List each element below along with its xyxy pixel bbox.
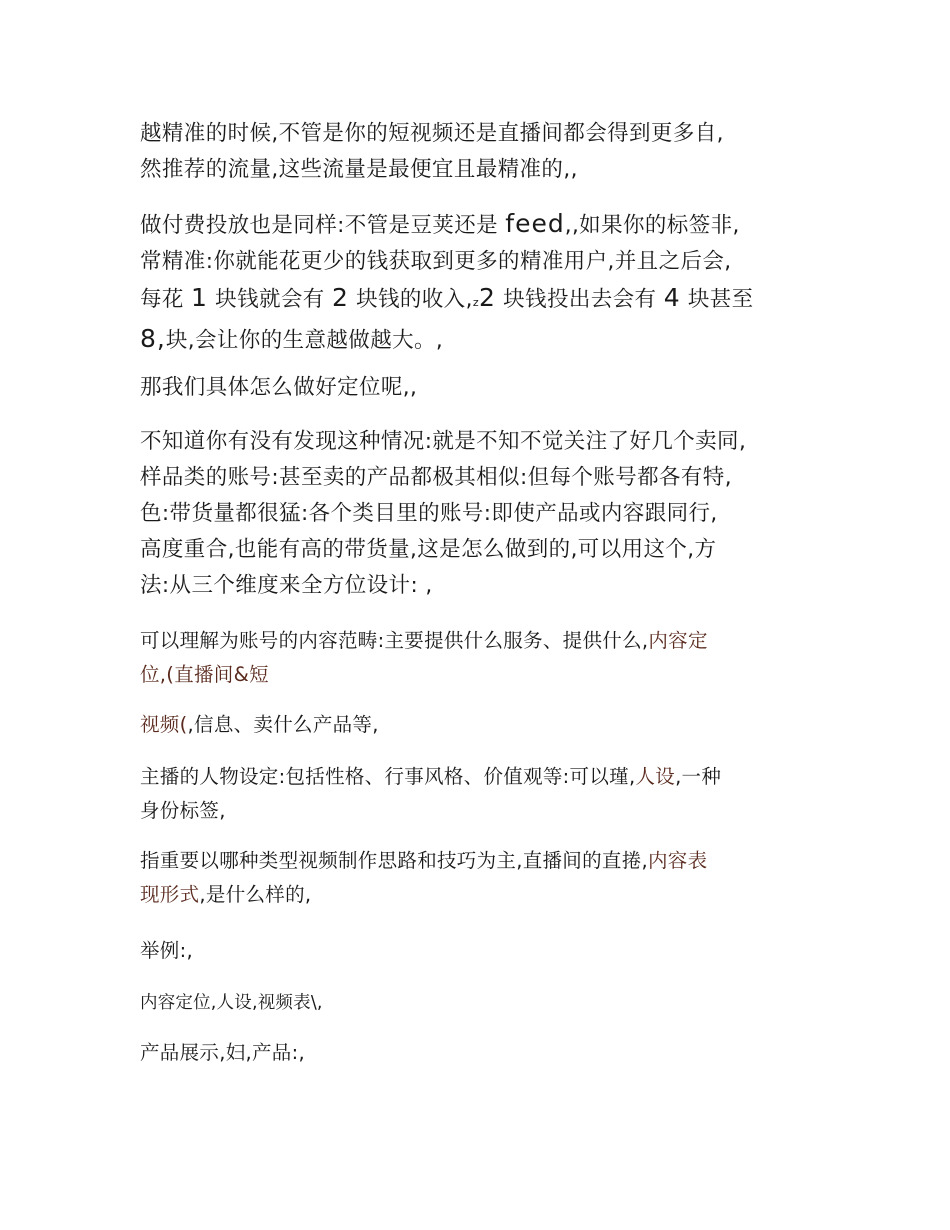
paragraph-question [140, 370, 830, 406]
text-run: 做付费投放也是同样:不管是豆荚还是 [140, 213, 506, 238]
text-run: 主播的人物设定:包括性格、行事风格、价值观等:可以瑾, [140, 765, 636, 788]
text-line: 举例:, [140, 939, 193, 962]
text-run: ,信息、卖什么产品等, [187, 713, 379, 736]
text-line: 产品展示,妇,产品:, [140, 1041, 305, 1064]
number-run: 1 [191, 283, 208, 312]
text-line: 然推荐的流量,这些流量是最便宜且最精准的,, [140, 157, 578, 182]
paragraph-paid-promotion [140, 206, 830, 359]
text-run: 块甚至 [680, 287, 754, 312]
number-run: 2 [479, 283, 496, 312]
text-line [140, 321, 830, 359]
text-run: 可以理解为账号的内容范畴:主要提供什么服务、提供什么, [140, 629, 649, 652]
highlight-content-positioning: 内容定 [648, 629, 708, 652]
paragraph-example-list [140, 988, 830, 1018]
paragraph-observation [140, 424, 830, 604]
paragraph-persona [140, 760, 830, 828]
text-line: 样品类的账号:甚至卖的产品都极其相似:但每个账号都各有特, [140, 465, 732, 490]
text-run: 块钱的收入, [348, 287, 473, 312]
text-run: 块钱投出去会有 [495, 287, 664, 312]
text-line [140, 624, 830, 658]
text-line: 那我们具体怎么做好定位呢,, [140, 375, 418, 400]
paragraph-traffic [140, 116, 830, 188]
highlight-presentation: 内容表 [648, 849, 708, 872]
text-run: ,是什么样的, [199, 883, 312, 906]
number-run: 8, [140, 324, 166, 353]
text-line [140, 708, 830, 742]
text-line: 色:带货量都很猛:各个类目里的账号:即使产品或内容跟同行, [140, 501, 718, 526]
text-line: 常精准:你就能花更少的钱获取到更多的精准用户,并且之后会, [140, 249, 732, 274]
text-line: 高度重合,也能有高的带货量,这是怎么做到的,可以用这个,方 [140, 537, 717, 562]
text-line: 不知道你有没有发现这种情况:就是不知不觉关注了好几个卖同, [140, 429, 747, 454]
text-line [140, 844, 830, 878]
text-line [140, 878, 830, 912]
paragraph-content-positioning [140, 624, 830, 692]
paragraph-example-heading [140, 934, 830, 968]
paragraph-product-display [140, 1036, 830, 1070]
number-run: 2 [331, 283, 349, 312]
highlight-content-positioning: 位,(直播间&短 [140, 663, 269, 686]
text-run: 块,会让你的生意越做越大。, [165, 328, 444, 353]
text-run: z [472, 296, 480, 309]
text-line: 内容定位,人设,视频表\, [140, 993, 323, 1013]
text-line [140, 206, 830, 244]
text-run: ,,如果你的标签非, [564, 213, 740, 238]
paragraph-video-info [140, 708, 830, 742]
text-line [140, 760, 830, 794]
text-run-feed: feed [505, 209, 565, 238]
number-run: 4 [663, 283, 681, 312]
highlight-video: 视频( [140, 713, 188, 736]
text-run: 块钱就会有 [207, 287, 332, 312]
text-run: 指重要以哪种类型视频制作思路和技巧为主,直播间的直捲, [140, 849, 648, 872]
text-run: ,一种 [675, 765, 722, 788]
highlight-persona: 人设 [635, 765, 676, 788]
text-line: 法:从三个维度来全方位设计: , [140, 573, 433, 598]
text-run: 每花 [140, 287, 192, 312]
highlight-presentation: 现形式 [140, 883, 200, 906]
text-line: 身份标签, [140, 799, 226, 822]
text-line [140, 280, 830, 321]
paragraph-presentation-form [140, 844, 830, 912]
text-line: 越精准的时候,不管是你的短视频还是直播间都会得到更多自, [140, 121, 724, 146]
